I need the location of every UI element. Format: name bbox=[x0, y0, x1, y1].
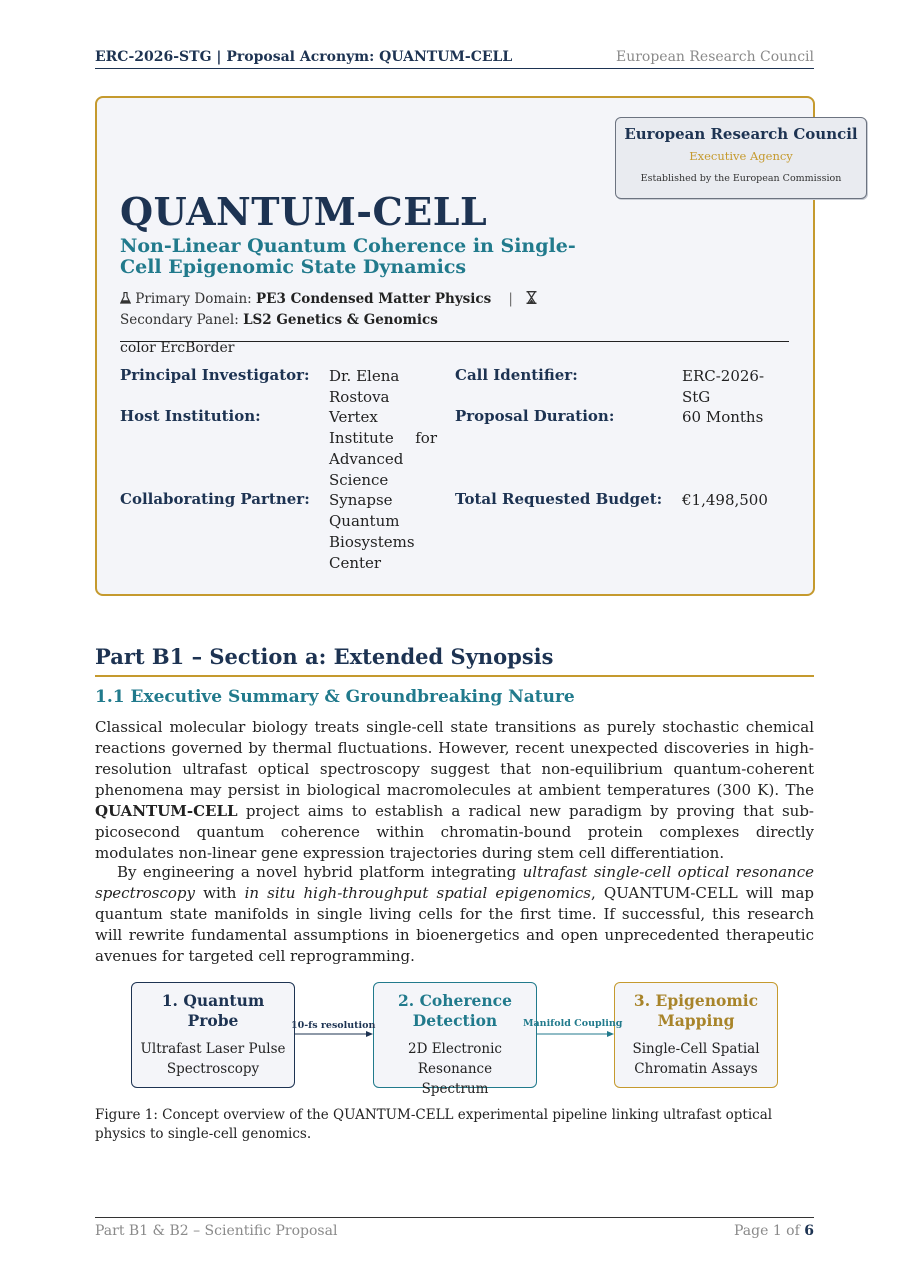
pipeline-node-quantum-probe bbox=[131, 982, 295, 1088]
node3-description: Single-Cell Spatial Chromatin Assays bbox=[632, 1041, 760, 1077]
node2-title: 2. Coherence Detection bbox=[398, 991, 512, 1030]
agency-established: Established by the European Commission bbox=[640, 173, 842, 184]
edge-label-resolution: 10-fs resolution bbox=[291, 1020, 376, 1031]
pipeline-node-coherence-detection bbox=[373, 982, 537, 1097]
running-header-title: ERC-2026-STG | Proposal Acronym: QUANTUM-CELL bbox=[95, 49, 513, 65]
pipeline-node-epigenomic-mapping bbox=[614, 982, 778, 1088]
pi-value: Dr. Elena Rostova bbox=[329, 367, 400, 406]
budget-value: €1,498,500 bbox=[682, 491, 768, 509]
footer-document-title: Part B1 & B2 – Scientific Proposal bbox=[95, 1223, 338, 1239]
duration-label: Proposal Duration: bbox=[455, 407, 615, 425]
domain-separator: | bbox=[508, 291, 513, 307]
partner-value: Synapse Quantum Biosystems Center bbox=[329, 491, 415, 572]
budget-label: Total Requested Budget: bbox=[455, 490, 663, 508]
edge-label-coupling: Manifold Coupling bbox=[523, 1018, 623, 1029]
primary-domain-value: PE3 Condensed Matter Physics bbox=[256, 291, 492, 307]
para1-text-b: project aims to establish a radical new paradigm by proving that sub-picosecond quantum coherence within chromatin-bound protein complexes directly modulates non-linear gene expression trajectories during stem cell differentiation. bbox=[95, 802, 814, 862]
node3-title: 3. Epigenomic Mapping bbox=[633, 991, 759, 1030]
duration-value: 60 Months bbox=[682, 408, 764, 426]
partner-label: Collaborating Partner: bbox=[120, 490, 310, 508]
primary-domain-label: Primary Domain: bbox=[135, 291, 252, 307]
page-number-prefix: Page 1 of bbox=[733, 1223, 805, 1239]
subsection-title: 1.1 Executive Summary & Groundbreaking Nature bbox=[95, 687, 575, 707]
section-title: Part B1 – Section a: Extended Synopsis bbox=[95, 644, 554, 669]
node1-title: 1. Quantum Probe bbox=[161, 991, 265, 1030]
node1-description: Ultrafast Laser Pulse Spectroscopy bbox=[140, 1041, 286, 1077]
footer-divider bbox=[95, 1217, 814, 1218]
pi-label: Principal Investigator: bbox=[120, 366, 310, 384]
agency-subtitle: Executive Agency bbox=[689, 149, 793, 163]
project-acronym: QUANTUM-CELL bbox=[120, 189, 488, 234]
host-value: Vertex Institute for Advanced Science bbox=[329, 408, 437, 489]
page-total: 6 bbox=[804, 1223, 814, 1239]
para2-text-b: with bbox=[195, 884, 245, 902]
secondary-panel-value: LS2 Genetics & Genomics bbox=[243, 312, 438, 328]
para2-text-a: By engineering a novel hybrid platform integrating bbox=[117, 863, 523, 881]
figure-caption: Figure 1: Concept overview of the QUANTUM-CELL experimental pipeline linking ultrafast optical physics to single-cell genomics. bbox=[95, 1107, 773, 1142]
para1-text-a: Classical molecular biology treats single-cell state transitions as purely stochastic chemical reactions governed by thermal fluctuations. However, recent unexpected discoveries in high-resolution ultrafast optical spectroscopy suggest that non-equilibrium quantum-coherent phenomena may persist in biological macromolecules at ambient temperatures (300 K). The bbox=[95, 718, 814, 799]
node2-description: 2D Electronic Resonance Spectrum bbox=[407, 1041, 502, 1097]
agency-title: European Research Council bbox=[624, 125, 858, 143]
call-value: ERC-2026-StG bbox=[682, 367, 765, 406]
para1-acronym: QUANTUM-CELL bbox=[95, 802, 238, 820]
para2-text-c: , QUANTUM-CELL will map quantum state manifolds in single living cells for the first time. If successful, this research will rewrite fundamental assumptions in bioenergetics and open unprecedented therapeutic avenues for targeted cell reprogramming. bbox=[95, 884, 814, 965]
page-number bbox=[734, 1223, 814, 1239]
para2-italic-2: in situ high-throughput spatial epigenomics bbox=[244, 884, 591, 902]
stray-color-note: color ErcBorder bbox=[120, 340, 235, 356]
host-label: Host Institution: bbox=[120, 407, 261, 425]
project-subtitle: Non-Linear Quantum Coherence in Single-Cell Epigenomic State Dynamics bbox=[120, 235, 576, 278]
call-label: Call Identifier: bbox=[455, 366, 578, 384]
secondary-panel-label: Secondary Panel: bbox=[120, 312, 239, 328]
running-header-organization: European Research Council bbox=[615, 49, 814, 65]
para2-italic-1: ultrafast single-cell optical resonance spectroscopy bbox=[95, 863, 814, 902]
